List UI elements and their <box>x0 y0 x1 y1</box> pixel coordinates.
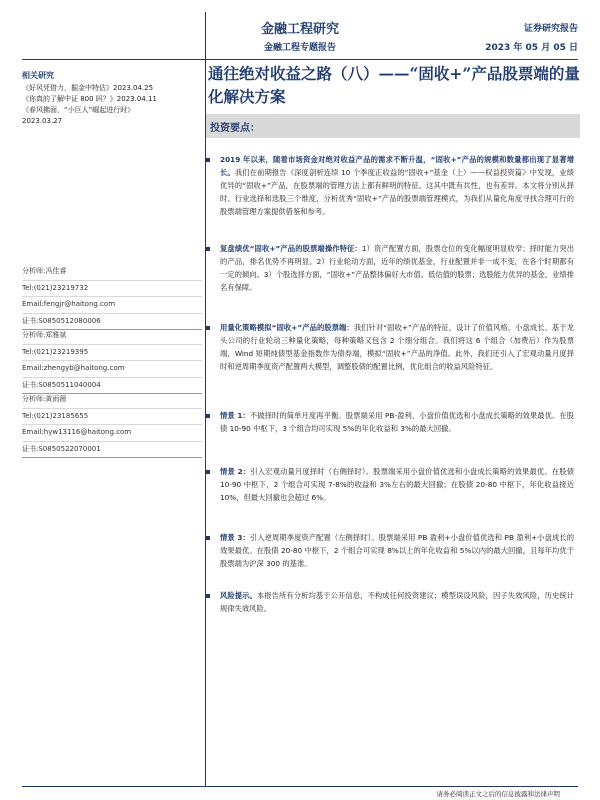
analyst-name: 分析师:冯佳睿 <box>22 264 202 281</box>
related-research-title: 相关研究 <box>22 71 54 80</box>
summary-label: 投资要点： <box>210 123 260 134</box>
bullet-icon <box>206 247 210 251</box>
brand-title: 金融工程研究 <box>260 22 339 37</box>
analyst-email[interactable]: Email:zhengyb@haitong.com <box>22 361 202 378</box>
key-point-body: 本报告所有分析均基于公开信息，不构成任何投资建议；模型误设风险，因子失效风险，历史统计规律失效风险。 <box>220 591 575 613</box>
key-point-lead: 2019 年以来，随着市场资金对绝对收益产品的需求不断升温，“固收+”产品的规模和数量都出现了显著增长。 <box>220 155 574 177</box>
related-item[interactable]: 《你真的了解中证 800 吗？》2023.04.11 <box>22 95 157 103</box>
bullet-icon <box>206 594 210 598</box>
key-point-body: 我们在前期报告《深度剖析连续 10 个季度正收益的“固收+”基金（上）——权益投资篇》中发现，业绩优异的“固收+”产品，在股票端的管理方法上都有鲜明的特征。这其中既有共性，也有差异。本文将分别从择时、行业选择和选股三个维度，分析优秀“固收+”产品的股票端管理模式，为我们从量化角度寻找合理可行的股票端管理方案提供借鉴和参考。 <box>220 167 574 216</box>
analyst-tel: Tel:(021)23185655 <box>22 409 202 426</box>
brand-subtitle: 金融工程专题报告 <box>263 43 336 53</box>
key-point-body: 引入宏观动量月度择时（右侧择时）。股票端采用小盘价值优选和小盘成长策略的效果最优。在股债 10-90 中枢下，2 个组合可实现 7-8%的收益和 3%左右的最大回撤；在股债 20-80 中枢下，年化收益接近 10%，但最大回撤也会超过 6%。 <box>220 467 574 502</box>
key-point-body: 我们针对“固收+”产品的特征，设计了价值风格、小盘成长、基于龙头公司的行业轮动三种量化策略，每种策略又包含 2 个细分组合。我们将这 6 个组合（加费后）作为股票端，Wind 短期纯债型基金指数作为债券端，模拟“固收+”产品的净值。此外，我们还引入了宏观动量月度择时和逆周期季度资产配置两大模型，调整股债的配置比例，优化组合的收益风险特征。 <box>220 323 574 371</box>
report-title: 通往绝对收益之路（八）——“固收+”产品股票端的量化解决方案 <box>208 64 580 106</box>
column-divider <box>205 60 206 786</box>
key-point-body: 不做择时的简单月度再平衡。股票端采用 PB-盈利、小盘价值优选和小盘成长策略的效果最优。在股债 10-90 中枢下，3 个组合均可实现 5%的年化收益和 3%的最大回撤。 <box>220 411 574 433</box>
header-vertical-divider <box>205 12 206 60</box>
key-point-lead: 复盘绩优“固收+”产品的股票端操作特征： <box>220 244 362 253</box>
footer-divider <box>22 786 578 787</box>
analyst-email[interactable]: Email:hyw13116@haitong.com <box>22 425 202 442</box>
analyst-card <box>22 264 202 330</box>
related-item[interactable]: 《好风凭借力，掘金中特估》2023.04.25 <box>22 84 154 92</box>
key-point-lead: 风险提示。 <box>220 591 257 600</box>
analyst-tel: Tel:(021)23219395 <box>22 345 202 362</box>
key-point-lead: 情景 3： <box>220 533 250 542</box>
analyst-cert: 证书:S0850511040004 <box>22 378 202 395</box>
analyst-email[interactable]: Email:fengjr@haitong.com <box>22 297 202 314</box>
key-point-lead: 用量化策略模拟“固收+”产品的股票端： <box>220 323 354 332</box>
disclaimer-note: 请务必阅读正文之后的信息披露和法律声明 <box>436 790 560 798</box>
analyst-tel: Tel:(021)23219732 <box>22 281 202 298</box>
page-header <box>0 0 600 62</box>
header-divider <box>22 59 578 60</box>
key-point-lead: 情景 2： <box>220 467 251 476</box>
analyst-cert: 证书:S0850522070001 <box>22 442 202 459</box>
report-date: 2023 年 05 月 05 日 <box>485 43 578 53</box>
bullet-icon <box>206 470 210 474</box>
bullet-icon <box>206 158 210 162</box>
key-point-body: 1）资产配置方面，股票仓位的变化幅度明显收窄；择时能力突出的产品，排名优势不再明显。2）行业轮动方面，近年的绩优基金，行业配置并非一成不变，在各个时期都有一定的倾向。3）个股选择方面，“固收+”产品整体偏好大市值、低估值的股票；选股能力优异的基金，业绩排名有保障。 <box>220 244 574 292</box>
report-type: 证券研究报告 <box>523 24 578 34</box>
analyst-card <box>22 328 202 394</box>
analyst-cert: 证书:S0850512080006 <box>22 314 202 331</box>
bullet-icon <box>206 414 210 418</box>
related-item: 2023.03.27 <box>22 117 63 125</box>
bullet-icon <box>206 536 210 540</box>
summary-bar <box>206 114 580 138</box>
analyst-name: 分析师:黄雨薇 <box>22 392 202 409</box>
key-point-lead: 情景 1： <box>220 411 250 420</box>
analyst-card <box>22 392 202 458</box>
related-research <box>22 70 200 127</box>
key-point-body: 引入逆周期季度资产配置（左侧择时）。股票端采用 PB 盈利+小盘价值优选和 PB 盈利+小盘成长的效果最优。在股债 20-80 中枢下，2 个组合可实现 8%以上的年化收益和 5%以内的最大回撤，且每年均优于股票端为沪深 300 的基准。 <box>220 533 574 568</box>
related-item[interactable]: 《春风拂面，“小巨人”崛起进行时》 <box>22 106 135 114</box>
analyst-name: 分析师:郑雅斌 <box>22 328 202 345</box>
bullet-icon <box>206 326 210 330</box>
